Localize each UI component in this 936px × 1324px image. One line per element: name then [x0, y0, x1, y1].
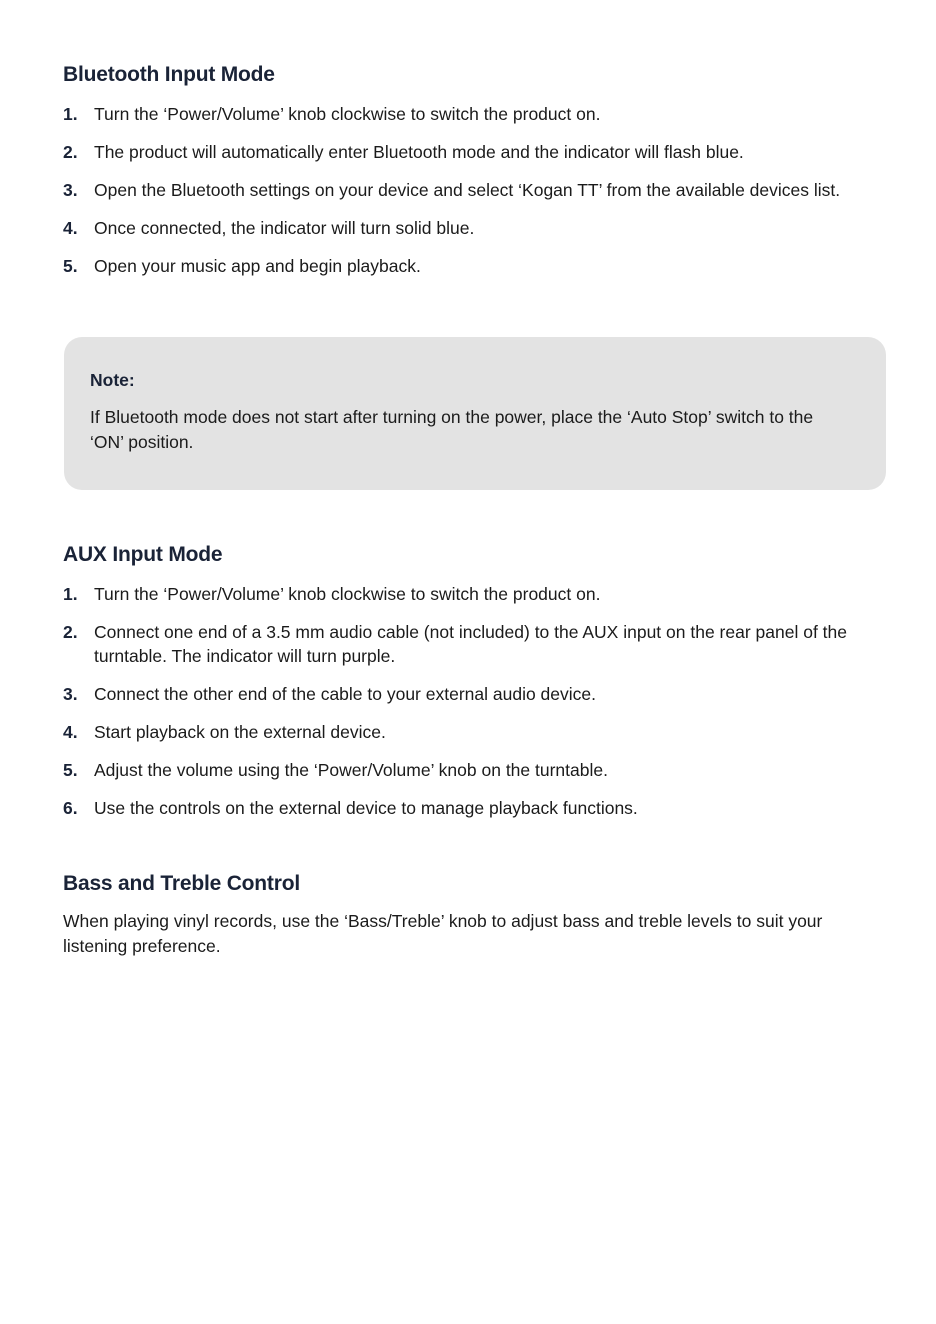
aux-section: [63, 542, 863, 821]
bluetooth-section: [63, 62, 863, 278]
list-item: [63, 720, 863, 745]
step-number: 1.: [63, 103, 78, 124]
list-item: [63, 140, 863, 165]
step-text: Start playback on the external device.: [94, 722, 386, 742]
bass-treble-heading: Bass and Treble Control: [63, 872, 300, 895]
step-number: 4.: [63, 217, 78, 238]
note-body: If Bluetooth mode does not start after turning on the power, place the ‘Auto Stop’ switch to the ‘ON’ position.: [90, 407, 814, 452]
bass-treble-body: When playing vinyl records, use the ‘Bass/Treble’ knob to adjust bass and treble levels to suit your listening preference.: [63, 911, 823, 956]
step-text: Turn the ‘Power/Volume’ knob clockwise to switch the product on.: [94, 583, 601, 604]
step-text: Once connected, the indicator will turn solid blue.: [94, 217, 475, 238]
step-number: 5.: [63, 760, 78, 780]
step-number: 2.: [63, 141, 78, 162]
step-text: Connect one end of a 3.5 mm audio cable (not included) to the AUX input on the rear panel of the turntable. The indicator will turn purple.: [94, 621, 847, 666]
step-number: 5.: [63, 255, 78, 276]
step-text: Use the controls on the external device to manage playback functions.: [94, 798, 638, 818]
step-number: 2.: [63, 621, 78, 642]
step-text: Connect the other end of the cable to your external audio device.: [94, 684, 596, 704]
note-box: [64, 337, 886, 490]
aux-heading: AUX Input Mode: [63, 543, 223, 566]
step-number: 3.: [63, 684, 78, 704]
list-item: [63, 216, 863, 241]
list-item: [63, 758, 863, 783]
list-item: [63, 796, 863, 821]
step-number: 4.: [63, 722, 78, 742]
step-text: Turn the ‘Power/Volume’ knob clockwise to switch the product on.: [94, 103, 601, 124]
step-text: Adjust the volume using the ‘Power/Volume’ knob on the turntable.: [94, 760, 608, 780]
step-text: Open your music app and begin playback.: [94, 255, 421, 276]
bass-treble-section: [63, 871, 863, 958]
step-number: 1.: [63, 583, 78, 604]
step-number: 6.: [63, 798, 78, 818]
list-item: [63, 254, 863, 279]
list-item: [63, 582, 863, 607]
bluetooth-heading: Bluetooth Input Mode: [63, 63, 275, 86]
note-title: Note:: [90, 370, 135, 390]
list-item: [63, 682, 863, 707]
step-number: 3.: [63, 179, 78, 200]
bluetooth-steps: [63, 102, 863, 279]
list-item: [63, 620, 863, 669]
step-text: Open the Bluetooth settings on your device and select ‘Kogan TT’ from the available devices list.: [94, 179, 841, 200]
aux-steps: [63, 582, 863, 821]
list-item: [63, 178, 863, 203]
list-item: [63, 102, 863, 127]
step-text: The product will automatically enter Bluetooth mode and the indicator will flash blue.: [94, 141, 744, 162]
